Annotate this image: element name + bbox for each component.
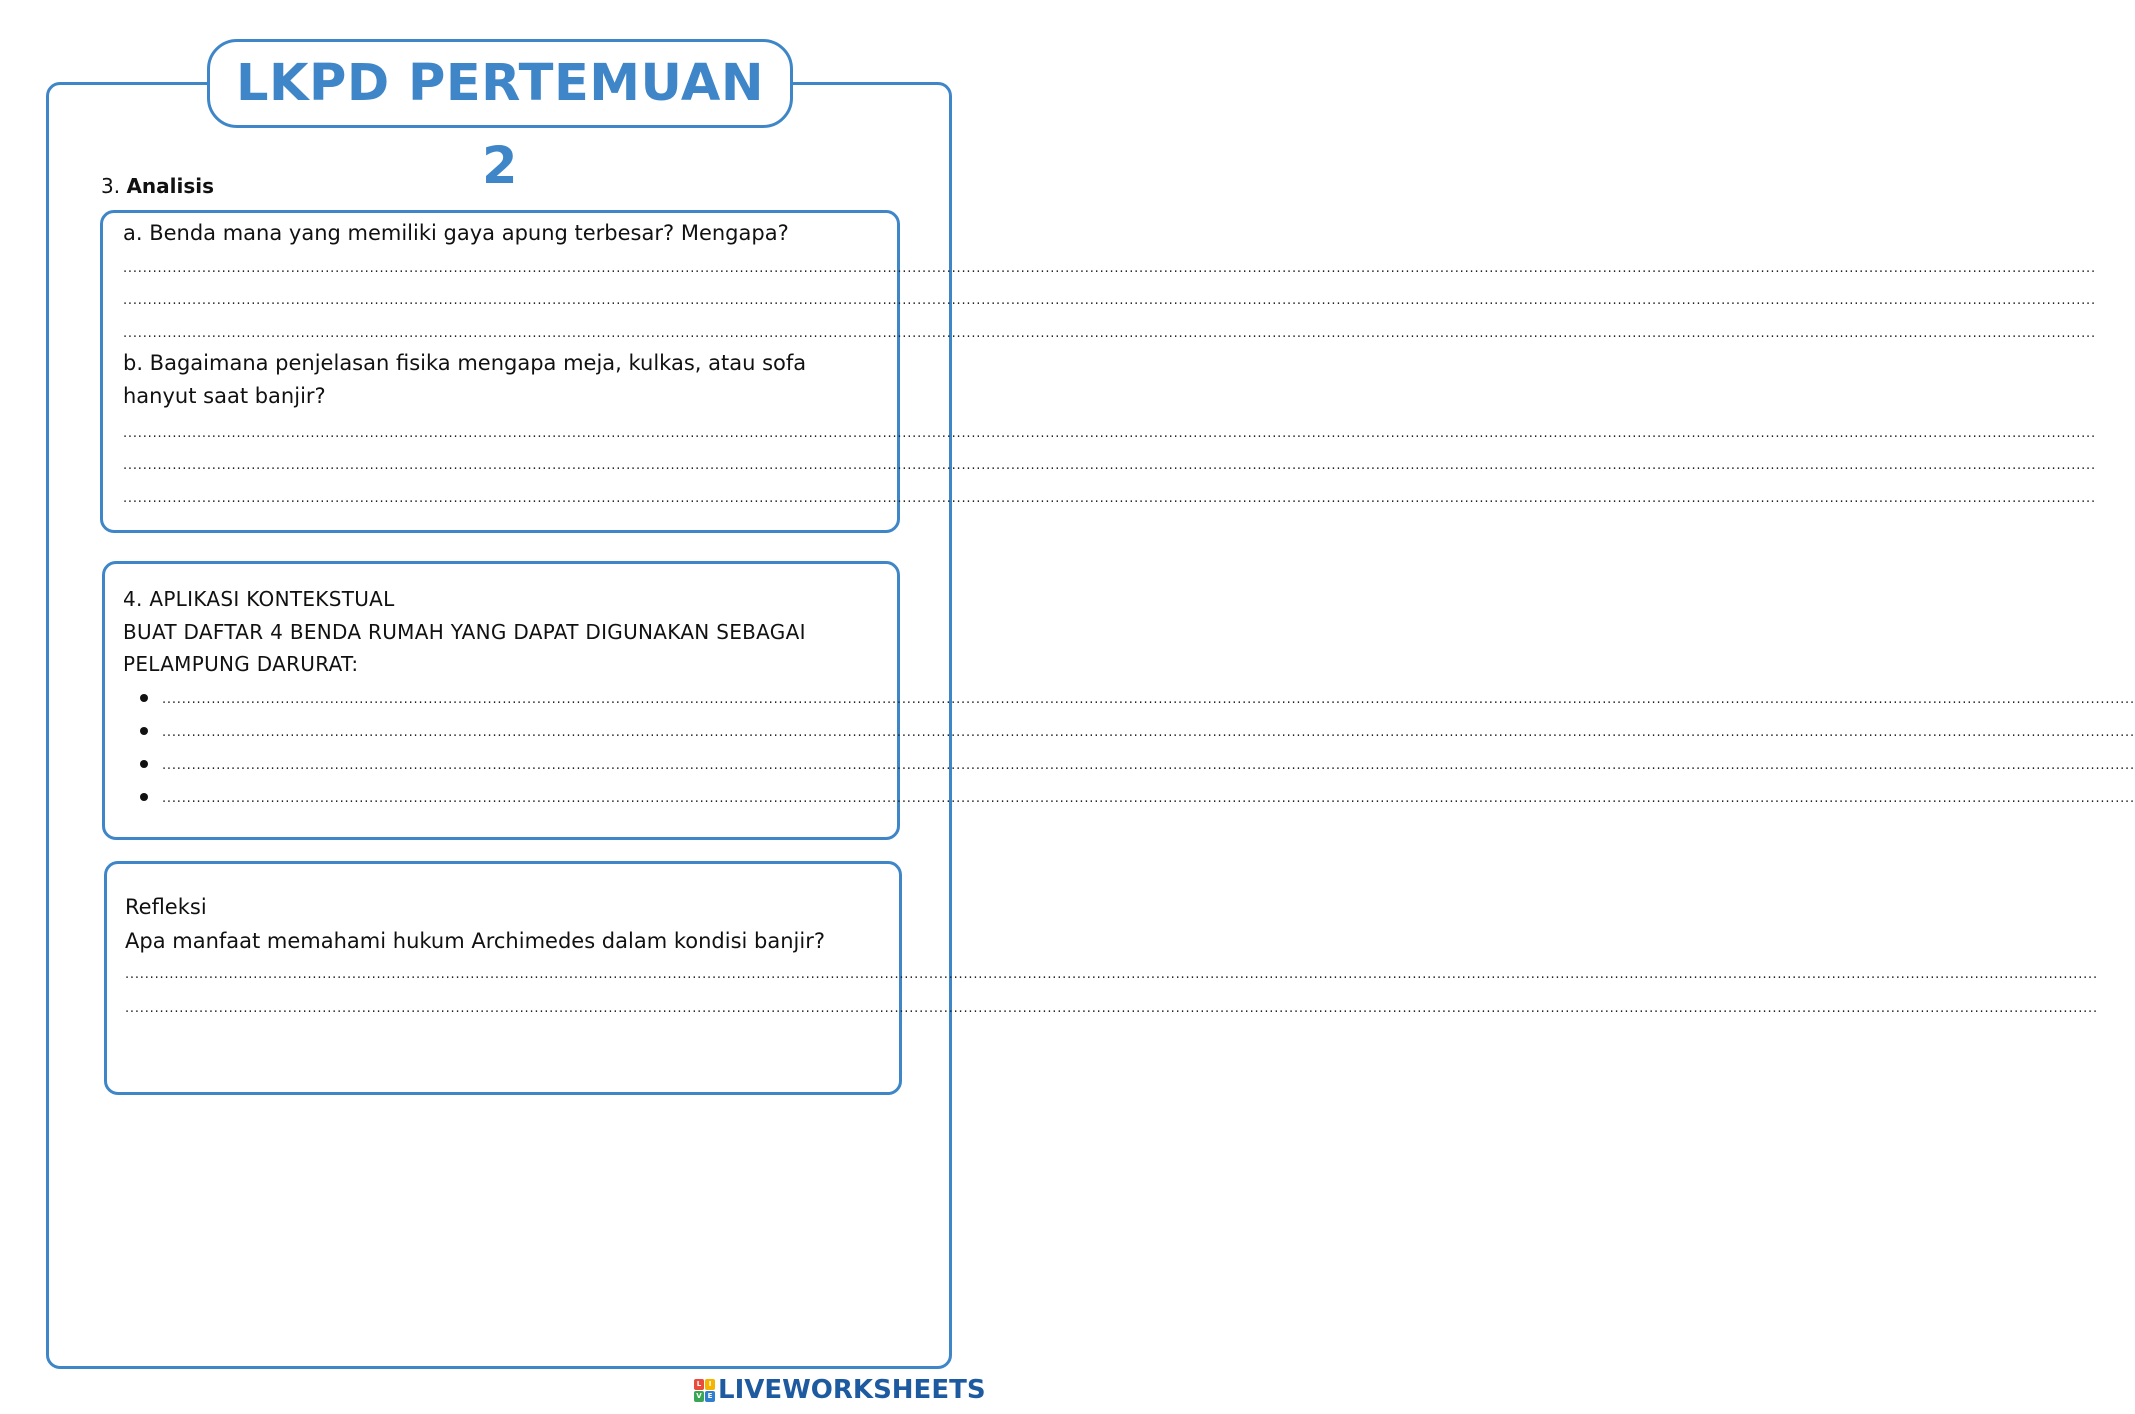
reflection-heading: Refleksi — [125, 895, 207, 919]
answer-b-line-2[interactable]: ................................................................................................................................................................................................................................................................................................................................................................................................................ — [123, 458, 2096, 473]
reflection-answer-line-1[interactable]: ................................................................................................................................................................................................................................................................................................................................................................................................................ — [125, 967, 2098, 982]
analysis-heading: Analisis — [126, 174, 215, 198]
list-bullet — [140, 760, 148, 768]
answer-a-line-3[interactable]: ................................................................................................................................................................................................................................................................................................................................................................................................................ — [123, 326, 2096, 341]
application-heading: 4. APLIKASI KONTEKSTUAL — [123, 587, 395, 611]
liveworksheets-logo[interactable] — [694, 1376, 986, 1404]
answer-b-line-3[interactable]: ................................................................................................................................................................................................................................................................................................................................................................................................................ — [123, 491, 2096, 506]
application-instruction-line-1: BUAT DAFTAR 4 BENDA RUMAH YANG DAPAT DIGUNAKAN SEBAGAI — [123, 620, 806, 644]
list-bullet — [140, 727, 148, 735]
list-bullet — [140, 694, 148, 702]
question-b-line-2: hanyut saat banjir? — [123, 384, 326, 408]
application-instruction-line-2: PELAMPUNG DARURAT: — [123, 652, 359, 676]
answer-a-line-2[interactable]: ................................................................................................................................................................................................................................................................................................................................................................................................................ — [123, 293, 2096, 308]
answer-a-line-1[interactable]: ................................................................................................................................................................................................................................................................................................................................................................................................................ — [123, 261, 2096, 276]
question-b-line-1: b. Bagaimana penjelasan fisika mengapa meja, kulkas, atau sofa — [123, 351, 807, 375]
analysis-label — [101, 174, 214, 198]
item-answer-3[interactable]: ................................................................................................................................................................................................................................................................................................................................................................................................................ — [162, 758, 2135, 773]
item-answer-4[interactable]: ................................................................................................................................................................................................................................................................................................................................................................................................................ — [162, 791, 2135, 806]
item-answer-2[interactable]: ................................................................................................................................................................................................................................................................................................................................................................................................................ — [162, 725, 2135, 740]
title-banner — [207, 39, 793, 196]
reflection-question: Apa manfaat memahami hukum Archimedes dalam kondisi banjir? — [125, 929, 825, 953]
answer-b-line-1[interactable]: ................................................................................................................................................................................................................................................................................................................................................................................................................ — [123, 426, 2096, 441]
list-bullet — [140, 793, 148, 801]
item-answer-1[interactable]: ................................................................................................................................................................................................................................................................................................................................................................................................................ — [162, 692, 2135, 707]
analysis-number: 3. — [101, 174, 121, 198]
page-title: LKPD PERTEMUAN 2 — [235, 54, 765, 196]
brand-name: LIVEWORKSHEETS — [718, 1375, 986, 1405]
liveworksheets-icon: L I V E — [694, 1379, 715, 1402]
question-a: a. Benda mana yang memiliki gaya apung terbesar? Mengapa? — [123, 221, 789, 245]
reflection-answer-line-2[interactable]: ................................................................................................................................................................................................................................................................................................................................................................................................................ — [125, 1001, 2098, 1016]
